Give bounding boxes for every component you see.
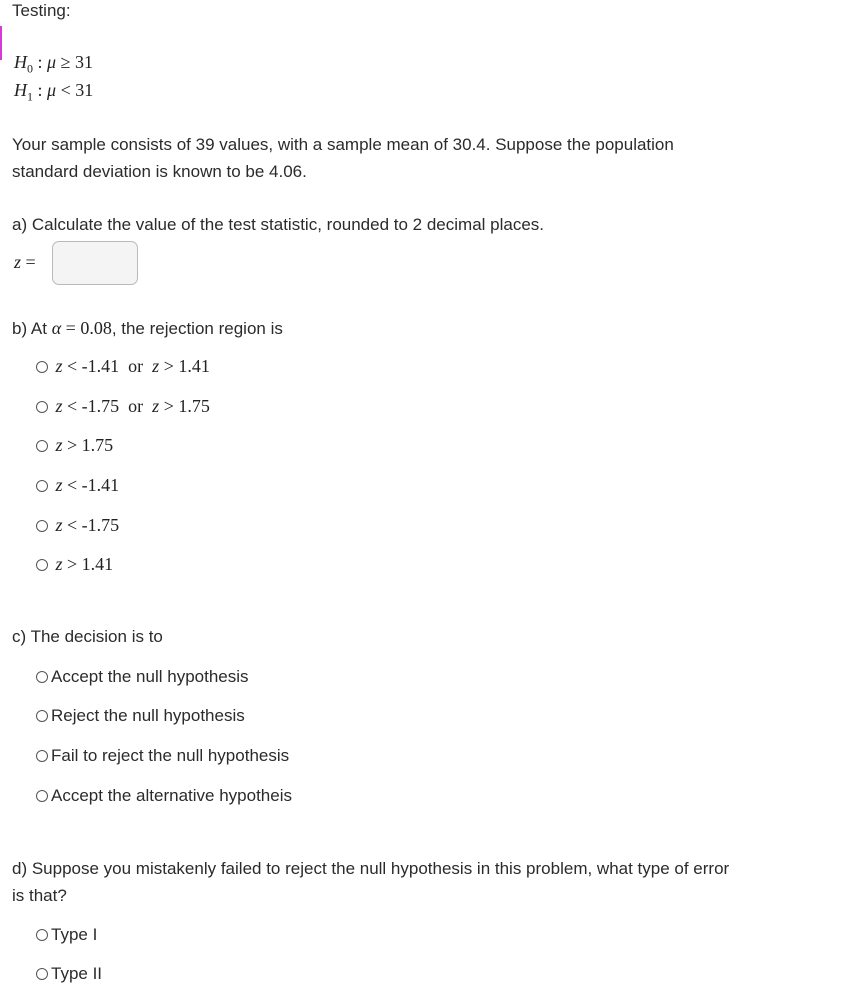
- z-equals-label: z =: [14, 252, 36, 272]
- decision-option-4[interactable]: Accept the alternative hypotheis: [36, 786, 292, 806]
- accent-bar: [0, 26, 2, 60]
- z-answer-input[interactable]: [52, 241, 138, 285]
- part-d-prompt: d) Suppose you mistakenly failed to reject the null hypothesis in this problem, what type of error is that?: [12, 859, 730, 905]
- part-c-prompt: c) The decision is to: [12, 627, 163, 646]
- rejection-option-4[interactable]: z < -1.41: [36, 475, 119, 496]
- rejection-option-3[interactable]: z > 1.75: [36, 435, 113, 456]
- radio-icon[interactable]: [36, 968, 48, 980]
- radio-icon[interactable]: [36, 790, 48, 802]
- part-b-prompt: b) At α = 0.08, the rejection region is: [12, 318, 283, 338]
- error-option-type-1[interactable]: Type I: [36, 925, 97, 945]
- radio-icon[interactable]: [36, 750, 48, 762]
- rejection-option-1[interactable]: z < -1.41 or z > 1.41: [36, 356, 210, 377]
- decision-option-2[interactable]: Reject the null hypothesis: [36, 706, 245, 726]
- rejection-option-6[interactable]: z > 1.41: [36, 554, 113, 575]
- radio-icon[interactable]: [36, 480, 48, 492]
- radio-icon[interactable]: [36, 401, 48, 413]
- radio-icon[interactable]: [36, 671, 48, 683]
- rejection-option-5[interactable]: z < -1.75: [36, 515, 119, 536]
- radio-icon[interactable]: [36, 559, 48, 571]
- part-a-prompt: a) Calculate the value of the test statistic, rounded to 2 decimal places.: [12, 215, 545, 234]
- radio-icon[interactable]: [36, 710, 48, 722]
- radio-icon[interactable]: [36, 520, 48, 532]
- rejection-option-2[interactable]: z < -1.75 or z > 1.75: [36, 396, 210, 417]
- radio-icon[interactable]: [36, 361, 48, 373]
- radio-icon[interactable]: [36, 440, 48, 452]
- radio-icon[interactable]: [36, 929, 48, 941]
- alternative-hypothesis: $H_1$ : μ < 31: [14, 80, 94, 104]
- decision-option-3[interactable]: Fail to reject the null hypothesis: [36, 746, 289, 766]
- testing-label: Testing:: [12, 1, 71, 20]
- null-hypothesis: $H_0$ : μ ≥ 31: [14, 52, 93, 76]
- error-option-type-2[interactable]: Type II: [36, 964, 102, 984]
- decision-option-1[interactable]: Accept the null hypothesis: [36, 667, 249, 687]
- problem-statement: Your sample consists of 39 values, with a sample mean of 30.4. Suppose the population standard deviation is known to be 4.06.: [12, 135, 674, 181]
